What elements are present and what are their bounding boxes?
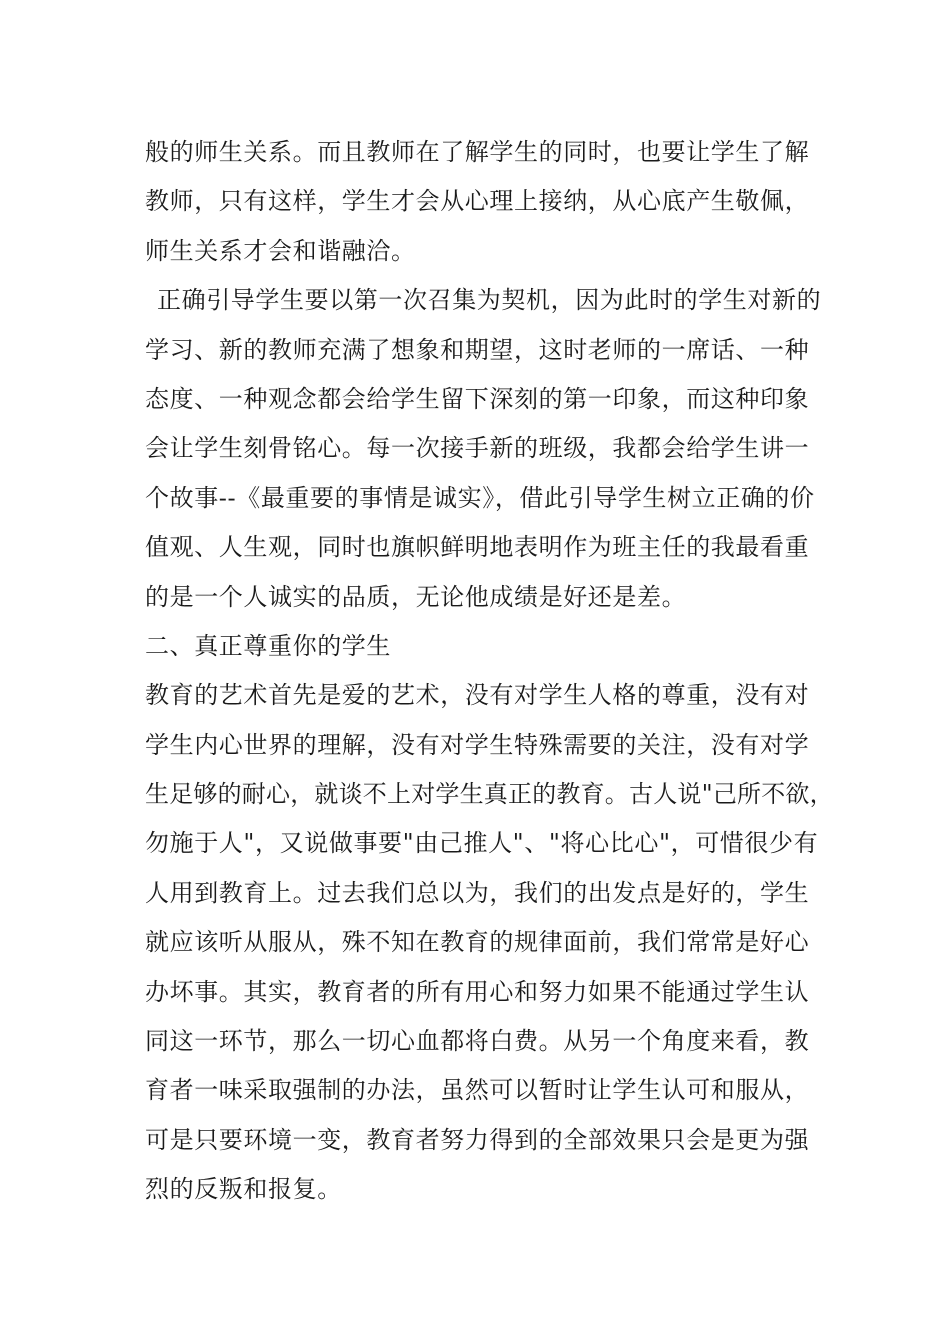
text-line: 个故事--《最重要的事情是诚实》，借此引导学生树立正确的价 (145, 483, 815, 512)
text-line: 会让学生刻骨铭心。每一次接手新的班级，我都会给学生讲一 (145, 434, 810, 463)
text-line: 教育的艺术首先是爱的艺术，没有对学生人格的尊重，没有对 (145, 681, 810, 710)
text-line: 生足够的耐心，就谈不上对学生真正的教育。古人说"己所不欲， (145, 780, 834, 809)
text-line: 可是只要环境一变，教育者努力得到的全部效果只会是更为强 (145, 1125, 810, 1154)
text-line: 学生内心世界的理解，没有对学生特殊需要的关注，没有对学 (145, 730, 810, 759)
text-line: 同这一环节，那么一切心血都将白费。从另一个角度来看，教 (145, 1027, 810, 1056)
text-line: 值观、人生观，同时也旗帜鲜明地表明作为班主任的我最看重 (145, 533, 810, 562)
text-line: 正确引导学生要以第一次召集为契机，因为此时的学生对新的 (157, 286, 822, 315)
text-line: 育者一味采取强制的办法，虽然可以暂时让学生认可和服从， (145, 1076, 810, 1105)
text-line: 教师，只有这样，学生才会从心理上接纳，从心底产生敬佩， (145, 187, 810, 216)
text-line: 就应该听从服从，殊不知在教育的规律面前，我们常常是好心 (145, 928, 810, 957)
text-line: 般的师生关系。而且教师在了解学生的同时，也要让学生了解 (145, 138, 810, 166)
text-line: 办坏事。其实，教育者的所有用心和努力如果不能通过学生认 (145, 977, 810, 1006)
section-heading: 二、真正尊重你的学生 (145, 631, 391, 660)
text-line: 勿施于人"，又说做事要"由己推人"、"将心比心"，可惜很少有 (145, 829, 819, 858)
text-line: 学习、新的教师充满了想象和期望，这时老师的一席话、一种 (145, 335, 810, 364)
text-line: 的是一个人诚实的品质，无论他成绩是好还是差。 (145, 582, 687, 611)
text-line: 人用到教育上。过去我们总以为，我们的出发点是好的，学生 (145, 878, 810, 907)
document-body (145, 128, 834, 1215)
text-line: 烈的反叛和报复。 (145, 1175, 342, 1204)
text-line: 态度、一种观念都会给学生留下深刻的第一印象，而这种印象 (145, 384, 810, 413)
text-line: 师生关系才会和谐融洽。 (145, 236, 416, 265)
